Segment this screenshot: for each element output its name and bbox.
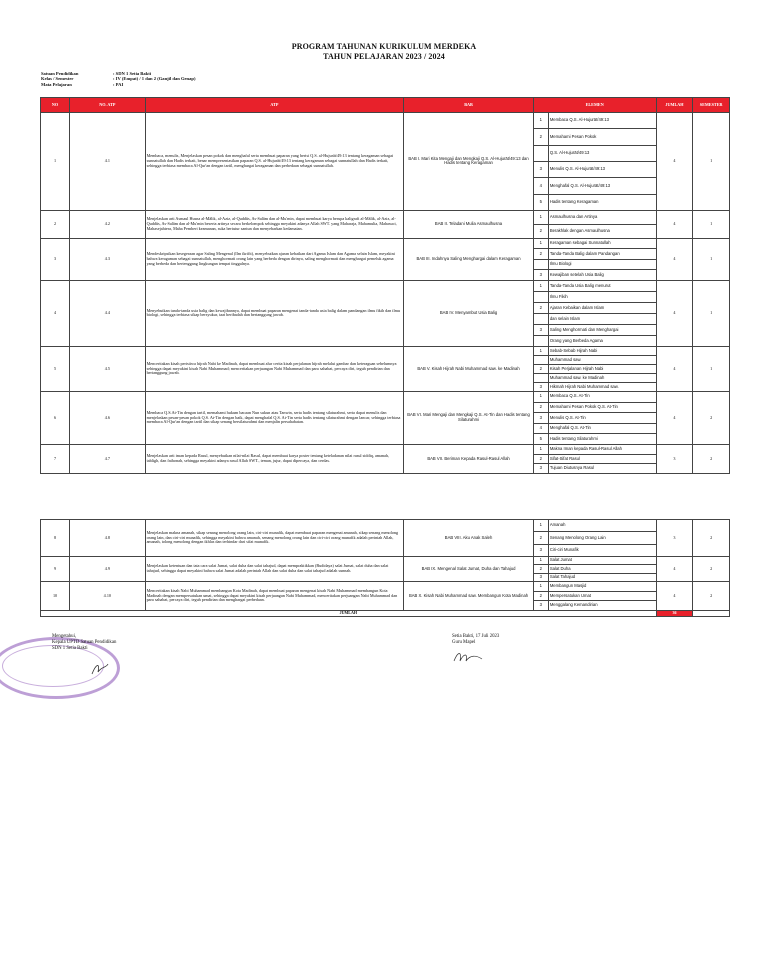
table-row	[41, 520, 730, 532]
row-no: 2	[41, 210, 70, 238]
row-semester: 1	[693, 346, 730, 391]
table-row	[41, 113, 730, 129]
row-bab: BAB VIII. Aku Anak Saleh	[404, 520, 533, 557]
row-jumlah: 4	[656, 581, 693, 610]
row-bab: BAB II. Teladani Mulia Asmaulhusna	[404, 210, 533, 238]
meta-value: : IV (Empat) / 1 dan 2 (Ganjil dan Genap)	[113, 76, 196, 82]
header-atp-no: NO. ATP	[70, 98, 145, 113]
row-jumlah: 4	[656, 210, 693, 238]
elemen-text: Membaca Q.S. Al-Hujurāt/49:13	[548, 113, 656, 129]
row-no: 8	[41, 520, 70, 557]
elemen-text: Salat Duha	[548, 565, 656, 573]
elemen-text: Mempersatukan Umat	[548, 591, 656, 601]
elemen-number: 1	[533, 444, 548, 454]
footer-total: 36	[656, 610, 693, 616]
table-row	[41, 581, 730, 591]
table-row	[41, 280, 730, 291]
elemen-number: 2	[533, 129, 548, 145]
elemen-number: 1	[533, 238, 548, 249]
doc-meta	[41, 71, 196, 87]
elemen-number	[533, 373, 548, 382]
header-jumlah: JUMLAH	[656, 98, 693, 113]
elemen-number: 3	[533, 270, 548, 281]
elemen-number: 3	[533, 601, 548, 611]
elemen-text: Ajaran Kebaikan dalam Islam	[548, 302, 656, 313]
elemen-number: 2	[533, 224, 548, 238]
meta-row	[41, 82, 196, 87]
row-no: 5	[41, 346, 70, 391]
elemen-number: 4	[533, 423, 548, 434]
elemen-text: Menulis Q.S. Al-Hujurāt/49:13	[548, 161, 656, 177]
footer-empty	[693, 610, 730, 616]
elemen-number	[533, 145, 548, 161]
header-semester: SEMESTER	[693, 98, 730, 113]
elemen-number: 1	[533, 346, 548, 355]
row-atp: Menceritakan kisah peristiwa hijrah Nabi ke Madinah, dapat membuat alur cerita kisah perjalanan hijrah melalui gambar dan keteraguan sebelumnya sehingga dapat meyakini kisah Nabi Muhammad; menceritakan perjuangan Nabi Muhammad dan para sahabat, percaya diri, teguh pendirian dan bertanggung jawab.	[145, 346, 404, 391]
elemen-number	[533, 291, 548, 302]
elemen-text: Berakhlak dengan Asmaulhusna	[548, 224, 656, 238]
elemen-number: 2	[533, 532, 548, 544]
row-atp-no: 4.1	[70, 113, 145, 211]
elemen-text: Muhammad saw. ke Madinah	[548, 373, 656, 382]
elemen-number: 3	[533, 382, 548, 391]
elemen-text: Membangun Masjid	[548, 581, 656, 591]
elemen-text: Kewajiban setelah Usia Balig	[548, 270, 656, 281]
row-no: 10	[41, 581, 70, 610]
row-no: 1	[41, 113, 70, 211]
row-no: 9	[41, 556, 70, 581]
row-no: 6	[41, 391, 70, 444]
meta-key: Kelas / Semester	[41, 76, 74, 82]
row-semester: 2	[693, 391, 730, 444]
row-atp-no: 4.7	[70, 444, 145, 473]
elemen-text: dan selain Islam	[548, 313, 656, 324]
elemen-text: Saling Menghormati dan Menghargai	[548, 324, 656, 335]
elemen-text: Tanda-Tanda Usia Balig menurut	[548, 280, 656, 291]
elemen-text: Menulis Q.S. At-Tin	[548, 413, 656, 424]
row-semester: 1	[693, 210, 730, 238]
sign-right-line: Guru Mapel	[452, 640, 476, 645]
signature-right	[452, 634, 499, 668]
row-bab: BAB III. Indahnya Saling Menghargai dalam Keragaman	[404, 238, 533, 280]
row-no: 7	[41, 444, 70, 473]
elemen-text: Sifat-Sifat Rasul	[548, 454, 656, 464]
header-elemen: ELEMEN	[533, 98, 656, 113]
row-semester: 1	[693, 280, 730, 346]
elemen-number: 3	[533, 573, 548, 581]
row-jumlah: 4	[656, 113, 693, 211]
meta-value: : PAI	[113, 81, 124, 87]
table-footer-row	[41, 610, 730, 616]
row-bab: BAB IV. Menyambut Usia Balig	[404, 280, 533, 346]
handwritten-signature-left	[52, 654, 112, 676]
doc-title-1: PROGRAM TAHUNAN KURIKULUM MERDEKA	[291, 42, 477, 51]
elemen-text: Salat Tahajud	[548, 573, 656, 581]
elemen-number	[533, 313, 548, 324]
row-semester: 2	[693, 556, 730, 581]
row-atp: Menjelaskan arti Asmaul Husna al-Mālik, al-Aziz, al-Quddūs, As-Salām dan al-Mu'min, dapat membuat karya berupa kaligrafi al-Mālik, al-Aziz, al-Quddūs, As-Salām dan al-Mu'min beserta artinya secara berkelompok sehingga meyakini adanya Allah SWT. yang Maharaja, Mahamulia, Mahasuci, Mahasejahtera, Maha Pemberi keamanan, suka bertutur santun dan menyebarkan kedamaian.	[145, 210, 404, 238]
row-atp: Membaca Q.S.At-Tin dengan tartil, memahami hukum bacaan Nun sukun atau Tanwin, serta hadis tentang silaturahmi, serta dapat menulis dan menjelaskan pesan-pesan pokok Q.S. At-Tin dengan baik, dapat menghafal Q.S. At-Tin serta hadis tentang silaturahmi dengan lancar, sehingga terbiasa membaca Al-Qur'an dengan tartil dan sikap senang bersilaturahmi dan menjalin persahabatan.	[145, 391, 404, 444]
elemen-text: Tujuan Diutusnya Rasul	[548, 464, 656, 474]
row-semester: 1	[693, 113, 730, 211]
row-jumlah: 4	[656, 280, 693, 346]
elemen-number: 1	[533, 520, 548, 532]
elemen-number: 2	[533, 249, 548, 260]
table-row	[41, 444, 730, 454]
sign-left-line: Mengetahui,	[52, 634, 77, 639]
row-bab: BAB VI. Mari Mengaji dan Mengkaji Q.S. At-Tin dan Hadis tentang Silaturahmi	[404, 391, 533, 444]
row-semester: 1	[693, 238, 730, 280]
elemen-text: Asmaulhusna dan Artinya	[548, 210, 656, 224]
row-bab: BAB X. Kisah Nabi Muhammad saw. Membangun Kota Madinah	[404, 581, 533, 610]
elemen-text: Kisah Perjalanan Hijrah Nabi	[548, 364, 656, 373]
row-atp: Menjelaskan ketentuan dan tata cara salat Jumat, salat duha dan salat tahajud, dapat mempraktikkan (Budidaya) salat Jumat, salat duha dan salat tahajud, sehingga dapat meyakini bahwa salat Jumat adalah perintah Allah dan salat duha dan salat tahajud adalah sunnah.	[145, 556, 404, 581]
row-atp-no: 4.5	[70, 346, 145, 391]
footer-label: JUMLAH	[41, 610, 657, 616]
row-semester: 2	[693, 581, 730, 610]
elemen-number: 2	[533, 402, 548, 413]
table-row	[41, 556, 730, 564]
elemen-text: Tanda-Tanda Balig dalam Pandangan	[548, 249, 656, 260]
elemen-number: 2	[533, 591, 548, 601]
elemen-text: Orang yang Berbeda Agama	[548, 335, 656, 346]
elemen-text: Hikmah Hijrah Nabi Muhammad saw.	[548, 382, 656, 391]
meta-key: Satuan Pendidikan	[41, 71, 79, 76]
elemen-text: Ilmu Fikih	[548, 291, 656, 302]
elemen-number: 2	[533, 302, 548, 313]
elemen-number: 4	[533, 178, 548, 194]
row-jumlah: 3	[656, 444, 693, 473]
row-atp: Membaca, menulis, Menjelaskan pesan pokok dan menghafal serta membuat paparan yang berisi Q.S. al-Hujurāt/49:13 tentang keragaman sebagai sunnatullah dan Hadis terkait, benar mempresentasikan paparan Q.S. al-Hujurāt/49:13 tentang keragaman sebagai sunnatullah dan Hadis terkait, sehingga terbiasa membaca Al-Qur'an dengan tartil, menghargai keragaman dan perbedaan sebagai sunnatullah.	[145, 113, 404, 211]
row-bab: BAB V. Kisah Hijrah Nabi Muhammad saw. ke Madinah	[404, 346, 533, 391]
elemen-number: 1	[533, 581, 548, 591]
row-bab: BAB IX. Mengenal Salat Jumat, Duha dan Tahajud	[404, 556, 533, 581]
row-atp: Menjelaskan makna amanah, sikap senang menolong orang lain, ciri-ciri munafik, dapat membuat paparan mengenai amanah, sikap senang menolong orang lain, dan ciri-ciri munafik, sehingga meyakini bahwa amanah, senang menolong orang lain dan ciri-ciri orang munafik adalah perintah Allah, amanah, tolong menolong dengan ikhlas dan terhindar dari sifat munafik.	[145, 520, 404, 557]
row-no: 4	[41, 280, 70, 346]
elemen-text: Ciri-ciri Munafik	[548, 544, 656, 556]
row-jumlah: 4	[656, 238, 693, 280]
elemen-text: Muhammad saw.	[548, 355, 656, 364]
row-bab: BAB VII. Beriman Kepada Rasul-Rasul Allah	[404, 444, 533, 473]
elemen-number: 3	[533, 413, 548, 424]
row-atp: Menyebutkan tanda-tanda usia balig dan kewajibannya, dapat membuat paparan mengenai tanda-tanda usia balig dalam pandangan ilmu fikih dan ilmu biologi, sehingga terbiasa sikap bersyukur, taat beribadah dan bertanggung jawab.	[145, 280, 404, 346]
elemen-text: Hadis tentang Keragaman	[548, 194, 656, 210]
meta-value: : SDN 1 Setia Bakti	[113, 71, 152, 76]
program-table-page-2	[40, 519, 730, 617]
elemen-text: Ilmu Biologi	[548, 259, 656, 270]
elemen-text: Menggalang Kemandirian	[548, 601, 656, 611]
elemen-number: 1	[533, 391, 548, 402]
table-row	[41, 238, 730, 249]
row-atp-no: 4.6	[70, 391, 145, 444]
row-atp-no: 4.9	[70, 556, 145, 581]
row-jumlah: 4	[656, 346, 693, 391]
sign-left-line: SDN 1 Setia Bakti	[52, 646, 88, 651]
row-bab: BAB I. Mari Kita Mengaji dan Mengkaji Q.S. Al-Hujurāt/49:13 dan Hadis tentang Keragaman	[404, 113, 533, 211]
header-no: NO	[41, 98, 70, 113]
elemen-text: Memahami Pesan Pokok	[548, 129, 656, 145]
table-row	[41, 346, 730, 355]
header-atp: ATP	[145, 98, 404, 113]
elemen-text: Q.S. Al-Hujurāt/49:13	[548, 145, 656, 161]
elemen-text: Makna Iman kepada Rasul-Rasul Allah	[548, 444, 656, 454]
row-no: 3	[41, 238, 70, 280]
meta-key: Mata Pelajaran	[41, 81, 72, 87]
elemen-text: Salat Jumat	[548, 556, 656, 564]
elemen-number: 3	[533, 464, 548, 474]
elemen-text: Sebab-Sebab Hijrah Nabi	[548, 346, 656, 355]
header-bab: BAB	[404, 98, 533, 113]
row-atp: Menceritakan kisah Nabi Muhammad membangun Kota Madinah, dapat membuat paparan mengenai kisah Nabi Muhammad membangun Kota Madinah dengan mempersatukan umat, sehingga dapat meyakini kisah perjuangan Nabi Muhammad, menceritakan perjuangan Nabi Muhammad dan para sahabat, percaya diri, teguh pendirian dan menghargai perbedaan.	[145, 581, 404, 610]
table-header-row	[41, 98, 730, 113]
elemen-text: Menghafal Q.S. At-Tin	[548, 423, 656, 434]
elemen-number: 5	[533, 194, 548, 210]
row-semester: 2	[693, 444, 730, 473]
elemen-number: 1	[533, 556, 548, 564]
row-atp-no: 4.8	[70, 520, 145, 557]
elemen-number: 2	[533, 565, 548, 573]
signature-left	[52, 634, 116, 679]
row-semester: 2	[693, 520, 730, 557]
program-table-page-1	[40, 97, 730, 474]
row-atp-no: 4.2	[70, 210, 145, 238]
row-atp: Mendeskripsikan kesegeraan agar Saling Mengenal (Ilm ikrifit), menyebutkan ajaran kebaikan dari Agama Islam dan Agama selain Islam, meyakini bahwa keragaman sebagai sunnatullah, menghormati orang lain yang berbeda dengan dirinya, saling menghormati dan menghargai pemeluk agama yang berbeda dan bertenggang lingkungan tempat tinggalnya.	[145, 238, 404, 280]
elemen-text: Menghafal Q.S. Al-Hujurāt/49:13	[548, 178, 656, 194]
elemen-number: 1	[533, 113, 548, 129]
row-atp: Menjelaskan arti iman kepada Rasul, menyebutkan nilai-nilai Rasul, dapat membuat karya poster tentang keteladanan nilai rasul siddiq, amanah, tabligh, dan fathonah, sehingga meyakini adanya rasul Allah SWT., teman, jujur, dapat dipercaya, dan cerdas.	[145, 444, 404, 473]
elemen-number	[533, 355, 548, 364]
elemen-number: 3	[533, 324, 548, 335]
elemen-number: 2	[533, 454, 548, 464]
elemen-number: 3	[533, 161, 548, 177]
elemen-number	[533, 335, 548, 346]
elemen-text: Amanah	[548, 520, 656, 532]
elemen-number: 5	[533, 434, 548, 445]
elemen-text: Memahami Pesan Pokok Q.S. At-Tin	[548, 402, 656, 413]
row-atp-no: 4.4	[70, 280, 145, 346]
elemen-number: 1	[533, 280, 548, 291]
elemen-number: 2	[533, 364, 548, 373]
row-atp-no: 4.10	[70, 581, 145, 610]
table-row	[41, 210, 730, 224]
elemen-text: Hadis tentang Silaturahmi	[548, 434, 656, 445]
elemen-text: Keragaman sebagai Sunnatullah	[548, 238, 656, 249]
elemen-text: Membaca Q.S. At-Tin	[548, 391, 656, 402]
elemen-text: Senang Menolong Orang Lain	[548, 532, 656, 544]
handwritten-signature-right	[452, 649, 492, 665]
doc-title-2: TAHUN PELAJARAN 2023 / 2024	[323, 52, 445, 61]
elemen-number: 1	[533, 210, 548, 224]
sign-left-line: Kepala UPTD Satuan Pendidikan	[52, 640, 117, 645]
row-jumlah: 3	[656, 520, 693, 557]
table-row	[41, 391, 730, 402]
row-jumlah: 4	[656, 391, 693, 444]
elemen-number: 3	[533, 544, 548, 556]
elemen-number	[533, 259, 548, 270]
row-jumlah: 4	[656, 556, 693, 581]
row-atp-no: 4.3	[70, 238, 145, 280]
sign-right-line: Setia Bakti, 17 Juli 2023	[452, 634, 500, 639]
